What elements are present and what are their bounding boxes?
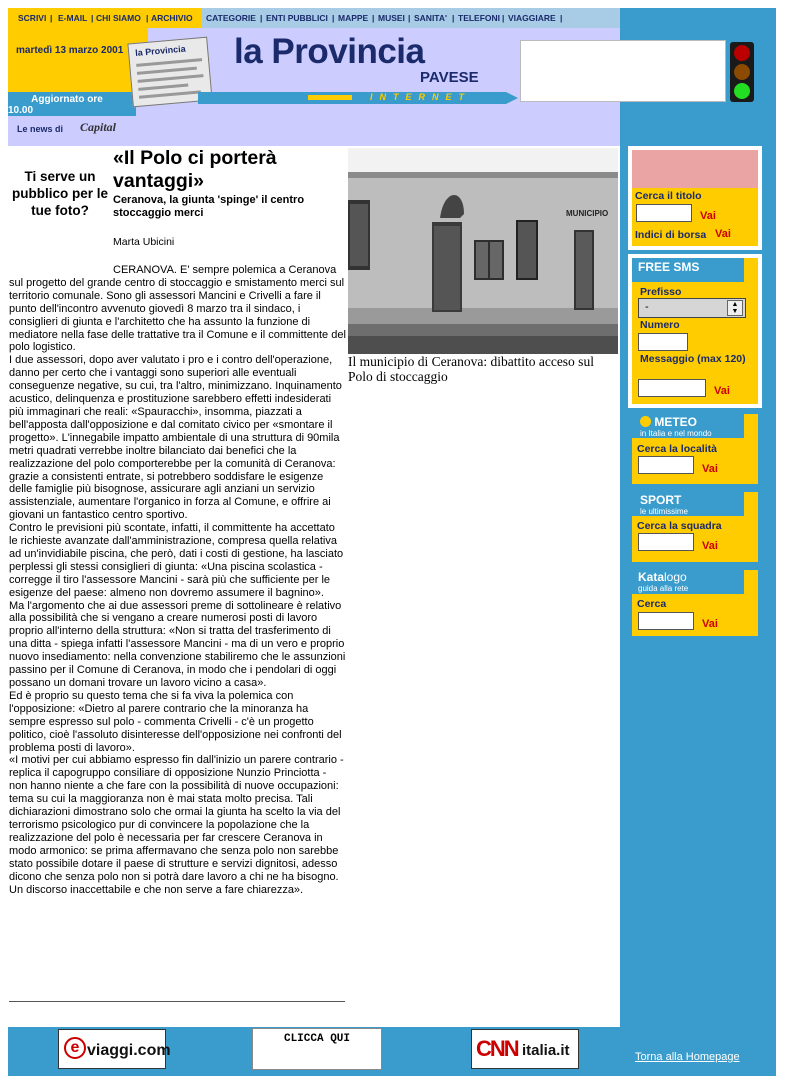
meteo-tab-label: METEO <box>654 415 698 429</box>
sms-tab-label: FREE SMS <box>638 260 700 274</box>
newspaper-line <box>138 83 188 90</box>
katalogo-vai-button[interactable]: Vai <box>702 618 718 630</box>
cnn-logo: CNN <box>476 1036 518 1061</box>
borsa-search-input[interactable] <box>636 204 692 222</box>
traffic-light-green <box>734 83 750 99</box>
site-logo-title[interactable]: la Provincia <box>234 32 425 71</box>
article-headline: «Il Polo ci porterà vantaggi» <box>113 147 277 192</box>
traffic-light-icon <box>730 42 754 102</box>
article-photo <box>348 148 618 354</box>
article-body <box>9 264 346 896</box>
newspaper-line <box>136 58 202 67</box>
indici-label[interactable]: Indici di borsa <box>635 229 707 241</box>
article-paragraph: I due assessori, dopo aver valutato i pro e i contro dell'operazione, danno per certo che i vantaggi sono superiori alle eventuali conseguenze negative, su cui, tra l'altro, minimizzano. Inquinamento acustico, delinquenza e prostituzione sarebbero effetti indesiderati più immaginari che reali: «Spauracchi», insomma, piazzati a bell'apposta dall'opposizione e dal comitato civico per «smontare il progetto». L'innegabile impatto ambientale di una struttura di 90mila metri quadrati verrebbe inoltre bilanciato dai benefici che la realizzazione del polo comporterebbe per la comunità di Ceranova: grazie a consistenti entrate, si potrebbero soddisfare le esigenze delle famiglie più bisognose, assicurare agli anziani un servizio assistenziale, aumentare l'organico in forza al Comune, e offrire ai giovani un fantastico centro sportivo. <box>9 354 342 522</box>
sport-input[interactable] <box>638 533 694 551</box>
nav-scrivi[interactable]: SCRIVI <box>18 13 47 23</box>
nav-divider: | <box>560 13 563 23</box>
nav-divider: | <box>452 13 455 23</box>
sport-vai-button[interactable]: Vai <box>702 540 718 552</box>
newspaper-line <box>139 90 201 98</box>
newspaper-icon-title: la Provincia <box>134 43 186 58</box>
katalogo-tab <box>632 570 744 594</box>
nav-divider: | <box>146 13 149 23</box>
sport-tab <box>632 492 744 516</box>
sport-label: Cerca la squadra <box>637 520 722 532</box>
meteo-tab-sub: in Italia e nel mondo <box>640 429 712 438</box>
prefisso-select[interactable] <box>638 298 746 318</box>
sun-icon <box>640 416 651 427</box>
date-text: martedì 13 marzo 2001 <box>16 45 124 56</box>
eviaggi-e-icon: e <box>64 1037 86 1059</box>
messaggio-input[interactable] <box>638 379 706 397</box>
numero-label: Numero <box>640 319 680 331</box>
nav-telefoni[interactable]: TELEFONI <box>458 13 501 23</box>
photo-promo[interactable]: Ti serve un pubblico per le tue foto? <box>11 169 108 218</box>
katalogo-tab-label-a: Kata <box>638 570 665 584</box>
traffic-light-amber <box>734 64 750 80</box>
messaggio-label: Messaggio (max 120) <box>640 353 746 365</box>
nav-mappe[interactable]: MAPPE <box>338 13 369 23</box>
meteo-label: Cerca la località <box>637 443 717 455</box>
updated-time: 10.00 <box>8 105 34 116</box>
logo-bar-arrow <box>506 92 518 104</box>
eviaggi-banner[interactable] <box>58 1029 171 1069</box>
article-divider <box>9 1001 345 1002</box>
meteo-vai-button[interactable]: Vai <box>702 463 718 475</box>
newspaper-line <box>138 74 204 83</box>
katalogo-input[interactable] <box>638 612 694 630</box>
nav-divider: | <box>50 13 53 23</box>
capital-logo[interactable]: Capital <box>80 120 117 134</box>
nav-divider: | <box>408 13 411 23</box>
article-paragraph: Contro le previsioni più scontate, infatti, il committente ha accettato le richieste avanzate dall'amministrazione, compresa quella relativa ad un'invidiabile piscina, che però, dati i costi di gestione, ha lasciato perplessi gli stessi consiglieri di giunta: «Una piscina scolastica - corregge il tiro l'assessore Mancini - sarà più che sufficiente per le esigenze del paese: almeno non dovremo assumere il bagnino». <box>9 522 344 599</box>
numero-input[interactable] <box>638 333 688 351</box>
date-panel <box>8 28 148 92</box>
logo-accent <box>308 95 352 100</box>
article-author: Marta Ubicini <box>113 236 175 248</box>
prefisso-label: Prefisso <box>640 286 682 298</box>
newspaper-line <box>137 67 197 75</box>
municipio-photo <box>348 148 618 354</box>
nav-divider: | <box>260 13 263 23</box>
banner-ad[interactable] <box>520 40 726 102</box>
sport-tab-sub: le ultimissime <box>640 507 689 516</box>
article-paragraph: Ma l'argomento che ai due assessori preme di sottolineare è relativo alla possibilità che si vengano a creare numerosi posti di lavoro proprio all'interno della struttura: «Non si tratta del trasferimento di una ditta - spiega infatti l'assessore Mancini - ma di un vero e proprio nuovo insediamento: nella convenzione stabiliremo che le assunzioni passino per il Comune di Ceranova, in modo che i pendolari di oggi possano un domani trovare un lavoro vicino a casa». <box>9 599 346 689</box>
top-nav <box>8 8 620 28</box>
sms-tab <box>632 258 744 282</box>
clicca-qui-banner[interactable]: CLICCA QUI <box>252 1028 382 1070</box>
news-label: Le news di <box>17 124 64 134</box>
nav-chi-siamo[interactable]: CHI SIAMO <box>96 13 141 23</box>
meteo-input[interactable] <box>638 456 694 474</box>
nav-divider: | <box>502 13 505 23</box>
article-paragraph: Ed è proprio su questo tema che si fa viva la polemica con l'opposizione: «Dietro al parere contrario che la minoranza ha sempre espresso sul polo - commenta Crivelli - c'è un progetto politico, cioè l'assoluto disinteresse dell'opposizione nei confronti del problema posti di lavoro». <box>9 689 342 754</box>
cnn-italia-text: italia.it <box>522 1042 570 1059</box>
nav-enti-pubblici[interactable]: ENTI PUBBLICI <box>266 13 328 23</box>
katalogo-tab-sub: guida alla rete <box>638 584 689 593</box>
nav-email[interactable]: E-MAIL <box>58 13 88 23</box>
select-arrows-icon: ▲ ▼ <box>727 300 743 316</box>
sms-vai-button[interactable]: Vai <box>714 385 730 397</box>
katalogo-label: Cerca <box>637 598 667 610</box>
indici-vai-button[interactable]: Vai <box>715 228 731 240</box>
cnn-italia-banner[interactable] <box>471 1029 579 1069</box>
nav-sanita[interactable]: SANITA' <box>414 13 448 23</box>
sport-tab-label: SPORT <box>640 493 682 507</box>
traffic-light-red <box>734 45 750 61</box>
home-link[interactable]: Torna alla Homepage <box>635 1051 740 1063</box>
nav-viaggiare[interactable]: VIAGGIARE <box>508 13 556 23</box>
nav-divider: | <box>372 13 375 23</box>
article-paragraph: «I motivi per cui abbiamo espresso fin dall'inizio un parere contrario - replica il capogruppo consiliare di opposizione Nunzio Princiotta - non hanno niente a che fare con la possibilità di nuove occupazioni: tema su cui la maggioranza non è mai stata molto precisa. Tali dichiarazioni dimostrano solo che ormai la giunta ha scelto la via del terrorismo psicologico pur di convincere la popolazione che la realizzazione del polo è necessaria per far crescere Ceranova in modo armonico: se prima affermavano che senza polo non sarebbe stato possibile dotare il paese di strutture e servizi dignitosi, adesso dicono che senza polo non si potrà dare lavoro a chi ne ha bisogno. Un discorso inaccettabile e che non serve a fare chiarezza». <box>9 754 344 896</box>
borsa-banner <box>632 150 758 188</box>
municipio-sign: MUNICIPIO <box>566 209 609 218</box>
nav-divider: | <box>91 13 94 23</box>
borsa-vai-button[interactable]: Vai <box>700 210 716 222</box>
article-paragraph: CERANOVA. E' sempre polemica a Ceranova sul progetto del grande centro di stoccaggio e smistamento merci sul territorio comunale. Sono gli assessori Mancini e Crivelli a fare il punto dell'incontro avvenuto giovedì 8 marzo tra il sindaco, i consiglieri di giunta e l'architetto che ha assunto la funzione di mediatore nella fase delle trattative tra il Comune e il committente del polo logistico. <box>9 264 346 354</box>
nav-archivio[interactable]: ARCHIVIO <box>151 13 193 23</box>
prefisso-value: - <box>645 301 649 313</box>
nav-categorie[interactable]: CATEGORIE <box>206 13 256 23</box>
updated-label: Aggiornato ore <box>31 94 103 105</box>
photo-caption: Il municipio di Ceranova: dibattito acceso sul Polo di stoccaggio <box>348 354 594 384</box>
meteo-tab <box>632 414 744 438</box>
borsa-label: Cerca il titolo <box>635 190 702 202</box>
nav-divider: | <box>332 13 335 23</box>
article-subhead: Ceranova, la giunta 'spinge' il centro stoccaggio merci <box>113 194 305 219</box>
eviaggi-text: viaggi.com <box>87 1042 171 1059</box>
nav-musei[interactable]: MUSEI <box>378 13 405 23</box>
logo-internet: INTERNET <box>370 92 471 102</box>
katalogo-tab-label-b: logo <box>664 570 687 584</box>
site-logo-subtitle: PAVESE <box>420 69 479 86</box>
